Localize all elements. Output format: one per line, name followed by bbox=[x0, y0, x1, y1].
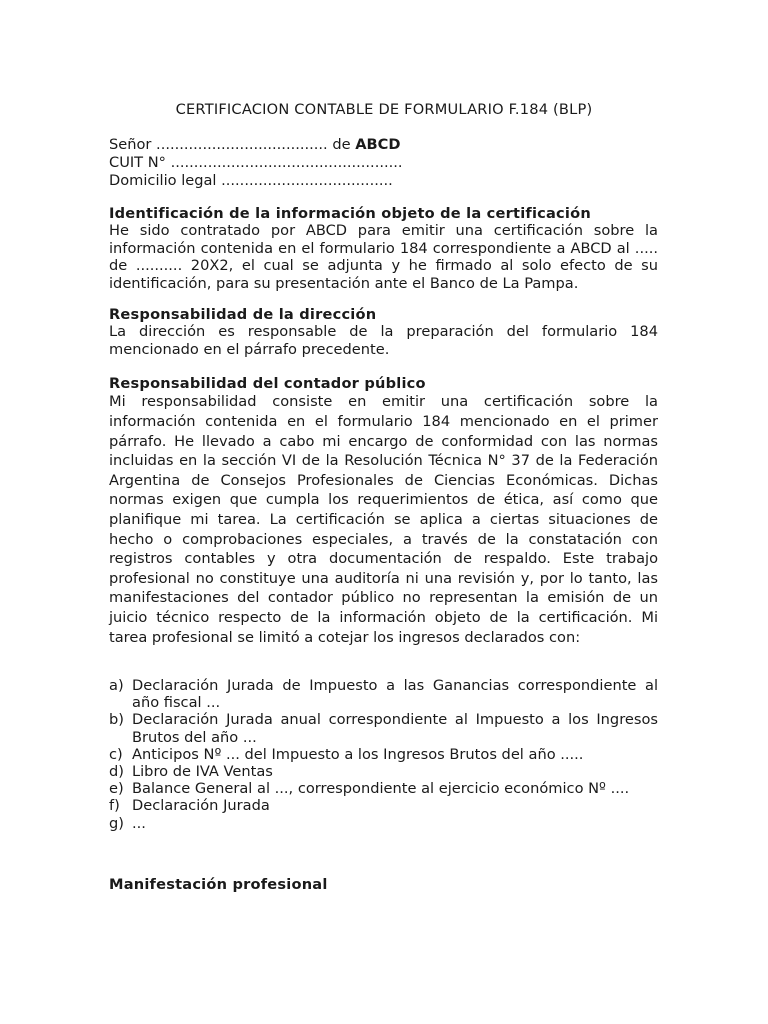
addressee-company: ABCD bbox=[355, 136, 401, 153]
section-direccion bbox=[109, 306, 658, 358]
list-item-text: Declaración Jurada anual correspondiente al Impuesto a los Ingresos Brutos del año ... bbox=[132, 711, 658, 746]
list-marker: c) bbox=[109, 745, 123, 763]
section-paragraph: Mi responsabilidad consiste en emitir una certificación sobre la información contenida en el formulario 184 mencionado en el primer párrafo. He llevado a cabo mi encargo de conformidad con las normas incluidas en la sección VI de la Resolución Técnica N° 37 de la Federación Argentina de Consejos Profesionales de Ciencias Económicas. Dichas normas exigen que cumpla los requerimientos de ética, así como que planifique mi tarea. La certificación se aplica a ciertas situaciones de hecho o comprobaciones especiales, a través de la constatación con registros contables y otra documentación de respaldo. Este trabajo profesional no constituye una auditoría ni una revisión y, por lo tanto, las manifestaciones del contador público no representan la emisión de un juicio técnico respecto de la información objeto de la certificación. Mi tarea profesional se limitó a cotejar los ingresos declarados con: bbox=[109, 393, 658, 646]
list-marker: f) bbox=[109, 797, 120, 815]
section-heading: Responsabilidad del contador público bbox=[109, 375, 426, 392]
list-item bbox=[109, 677, 658, 711]
section-heading: Manifestación profesional bbox=[109, 876, 328, 893]
documents-list bbox=[109, 677, 658, 832]
list-item-text: Balance General al ..., correspondiente al ejercicio económico Nº .... bbox=[132, 780, 630, 798]
list-item bbox=[109, 746, 658, 763]
list-marker: d) bbox=[109, 763, 124, 781]
section-manifestacion bbox=[109, 876, 658, 893]
list-item-text: Declaración Jurada de Impuesto a las Ganancias correspondiente al año fiscal ... bbox=[132, 677, 658, 712]
list-marker: g) bbox=[109, 814, 124, 832]
document-title: CERTIFICACION CONTABLE DE FORMULARIO F.184 (BLP) bbox=[175, 101, 593, 118]
section-paragraph: La dirección es responsable de la preparación del formulario 184 mencionado en el párrafo precedente. bbox=[109, 323, 658, 358]
list-marker: e) bbox=[109, 780, 124, 798]
list-marker: a) bbox=[109, 677, 124, 694]
list-item bbox=[109, 711, 658, 745]
list-item bbox=[109, 780, 658, 797]
list-item-text: ... bbox=[132, 814, 146, 832]
domicilio-line: Domicilio legal ..................................... bbox=[109, 172, 393, 189]
section-heading: Responsabilidad de la dirección bbox=[109, 306, 377, 323]
section-contador bbox=[109, 375, 658, 647]
addressee-block bbox=[109, 136, 669, 190]
list-item-text: Libro de IVA Ventas bbox=[132, 763, 273, 781]
section-paragraph: He sido contratado por ABCD para emitir una certificación sobre la información contenida en el formulario 184 correspondiente a ABCD al ..... de .......... 20X2, el cual se adjunta y he firmado al solo efecto de su identificación, para su presentación ante el Banco de La Pampa. bbox=[109, 222, 658, 292]
list-item-text: Anticipos Nº ... del Impuesto a los Ingresos Brutos del año ..... bbox=[132, 745, 584, 763]
section-heading: Identificación de la información objeto de la certificación bbox=[109, 205, 591, 222]
addressee-prefix: Señor ..................................... de bbox=[109, 136, 356, 153]
list-item bbox=[109, 763, 658, 780]
list-item bbox=[109, 797, 658, 814]
list-item bbox=[109, 815, 658, 832]
addressee-line bbox=[109, 136, 669, 154]
cuit-line: CUIT N° .................................................. bbox=[109, 154, 403, 171]
list-marker: b) bbox=[109, 711, 124, 729]
list-item-text: Declaración Jurada bbox=[132, 797, 270, 815]
section-identificacion bbox=[109, 205, 658, 292]
